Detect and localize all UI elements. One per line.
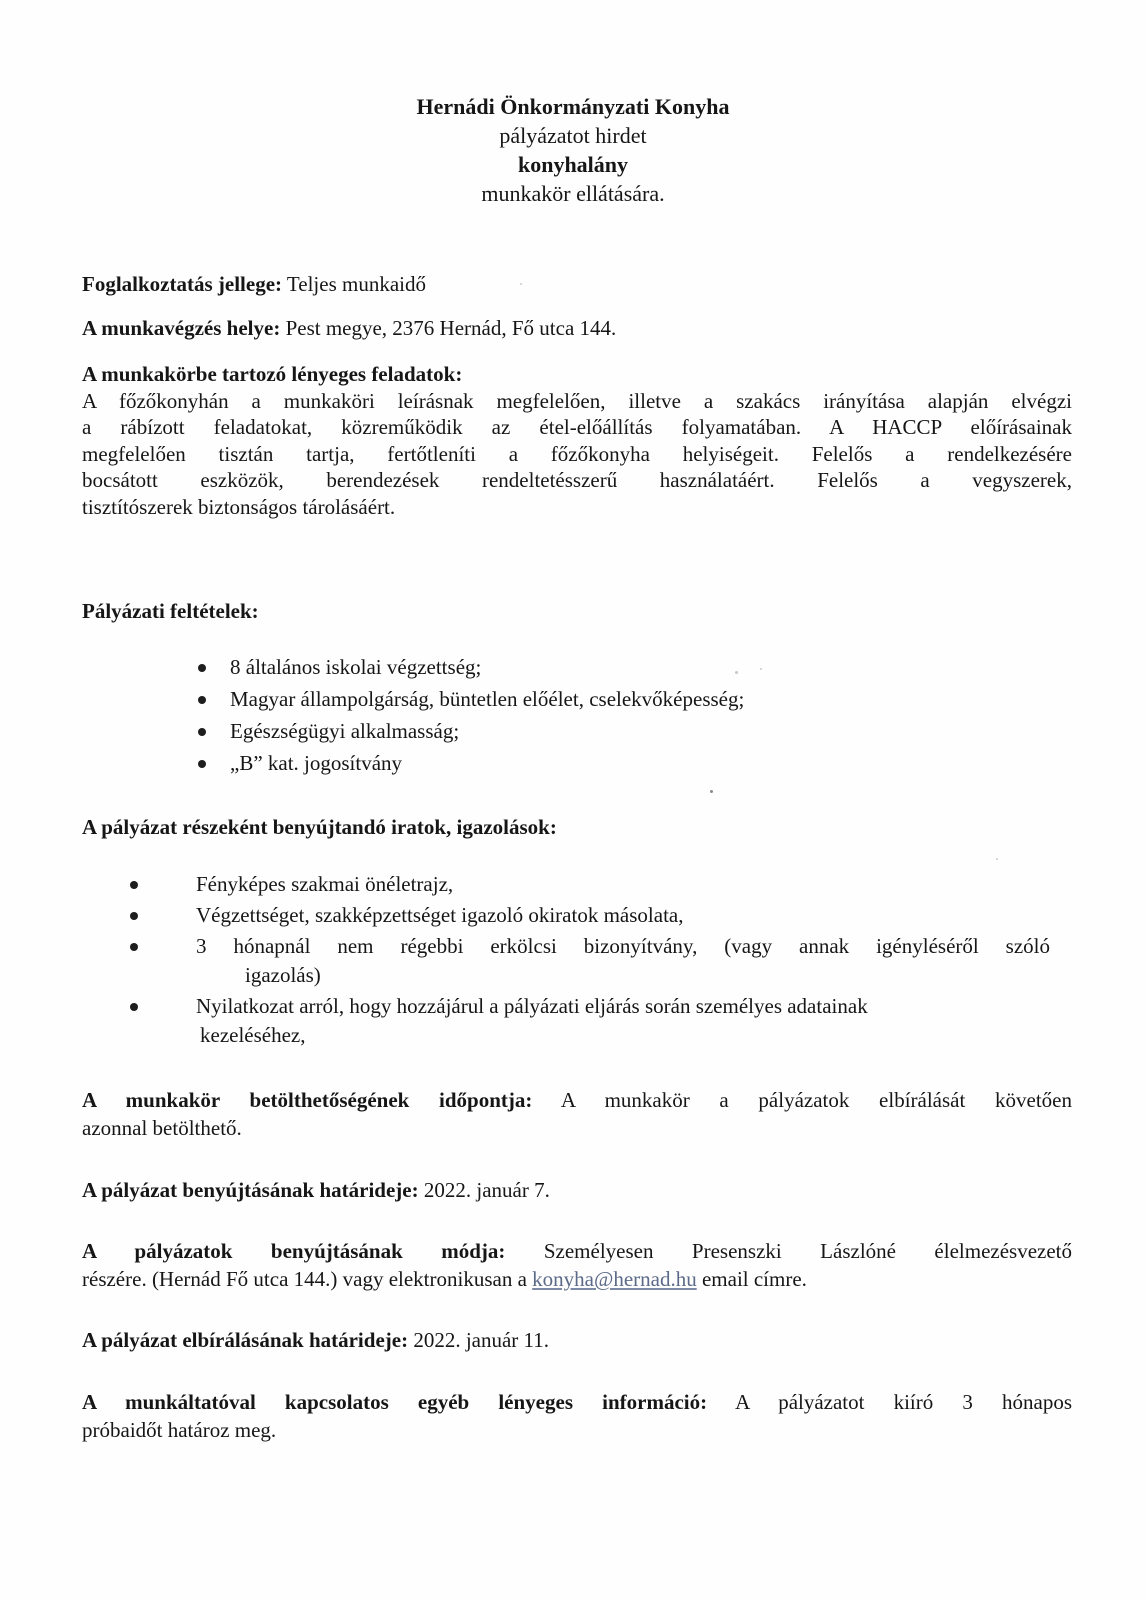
evaluation-label: A pályázat elbírálásának határideje: <box>82 1328 409 1352</box>
document-header <box>0 92 1146 208</box>
submission-method-section <box>82 1237 1072 1293</box>
document-text-continued: kezeléséhez, <box>200 1023 306 1047</box>
list-item <box>230 686 1030 718</box>
list-item <box>230 654 1030 686</box>
submission-text: Személyesen Presenszki Lászlóné élelmezésvezető <box>543 1239 1072 1263</box>
submission-text-continued: részére. (Hernád Fő utca 144.) vagy elektronikusan a <box>82 1267 527 1291</box>
evaluation-value: 2022. január 11. <box>413 1328 550 1352</box>
requirement-text: „B” kat. jogosítvány <box>230 751 403 775</box>
submission-label: A pályázatok benyújtásának módja: <box>82 1239 506 1263</box>
requirements-heading <box>82 598 1072 624</box>
bullet-icon <box>130 943 138 951</box>
other-info-text: A pályázatot kiíró 3 hónapos <box>735 1390 1072 1414</box>
document-text-continued: igazolás) <box>245 963 321 987</box>
document-text: 3 hónapnál nem régebbi erkölcsi bizonyítvány, (vagy annak igényléséről szóló <box>196 934 1050 958</box>
tasks-line: tisztítószerek biztonságos tárolásáért. <box>82 494 396 519</box>
announcement-purpose: munkakör ellátására. <box>481 181 665 206</box>
requirements-label: Pályázati feltételek: <box>82 599 259 623</box>
employment-type <box>82 271 1072 297</box>
list-item <box>196 870 1050 899</box>
submission-text-end: email címre. <box>701 1267 807 1291</box>
documents-label: A pályázat részeként benyújtandó iratok, igazolások: <box>82 815 557 839</box>
requirements-list <box>230 654 1030 782</box>
document-text: Végzettséget, szakképzettséget igazoló okiratok másolata, <box>196 903 684 927</box>
workplace-value: Pest megye, 2376 Hernád, Fő utca 144. <box>285 316 617 340</box>
start-date-label: A munkakör betölthetőségének időpontja: <box>82 1088 533 1112</box>
requirement-text: Magyar állampolgárság, büntetlen előélet, cselekvőképesség; <box>230 687 745 711</box>
workplace <box>82 315 1072 341</box>
workplace-label: A munkavégzés helye: <box>82 316 281 340</box>
bullet-icon <box>198 664 206 672</box>
documents-heading <box>82 814 1072 840</box>
deadline-label: A pályázat benyújtásának határideje: <box>82 1178 419 1202</box>
bullet-icon <box>130 881 138 889</box>
list-item <box>196 932 1050 990</box>
other-info-label: A munkáltatóval kapcsolatos egyéb lényeges információ: <box>82 1390 708 1414</box>
scan-speck <box>760 668 762 670</box>
scan-speck <box>710 790 713 793</box>
tasks-line: A főzőkonyhán a munkaköri leírásnak megfelelően, illetve a szakács irányítása alapján elvégzi <box>82 388 1072 413</box>
email-link[interactable]: konyha@hernad.hu <box>532 1267 697 1291</box>
requirement-text: 8 általános iskolai végzettség; <box>230 655 482 679</box>
bullet-icon <box>130 912 138 920</box>
announcement-line: pályázatot hirdet <box>499 123 647 148</box>
bullet-icon <box>130 1003 138 1011</box>
deadline-value: 2022. január 7. <box>423 1178 550 1202</box>
bullet-icon <box>198 728 206 736</box>
start-date-text-continued: azonnal betölthető. <box>82 1116 242 1140</box>
bullet-icon <box>198 696 206 704</box>
bullet-icon <box>198 760 206 768</box>
submission-deadline <box>82 1177 1072 1203</box>
tasks-line: bocsátott eszközök, berendezések rendeltetésszerű használatáért. Felelős a vegyszerek, <box>82 468 1072 492</box>
scan-speck <box>520 283 522 285</box>
other-info-text-continued: próbaidőt határoz meg. <box>82 1418 277 1442</box>
list-item <box>230 718 1030 750</box>
organization-name: Hernádi Önkormányzati Konyha <box>416 94 730 119</box>
employment-value: Teljes munkaidő <box>286 272 426 296</box>
scan-speck <box>996 858 998 860</box>
other-info-section <box>82 1388 1072 1444</box>
document-text: Nyilatkozat arról, hogy hozzájárul a pályázati eljárás során személyes adatainak <box>196 994 868 1018</box>
tasks-line: megfelelően tisztán tartja, fertőtleníti a főzőkonyha helyiségeit. Felelős a rendelkezésére <box>82 441 1072 466</box>
start-date-section <box>82 1086 1072 1142</box>
list-item <box>196 901 1050 930</box>
list-item <box>196 992 1050 1050</box>
position-title: konyhalány <box>517 152 629 177</box>
document-text: Fényképes szakmai önéletrajz, <box>196 872 454 896</box>
scan-speck <box>735 671 738 674</box>
requirement-text: Egészségügyi alkalmasság; <box>230 719 460 743</box>
documents-list <box>196 870 1050 1052</box>
tasks-line: a rábízott feladatokat, közreműködik az étel-előállítás folyamatában. A HACCP előírásainak <box>82 415 1072 439</box>
tasks-heading: A munkakörbe tartozó lényeges feladatok: <box>82 362 463 386</box>
employment-label: Foglalkoztatás jellege: <box>82 272 283 296</box>
list-item <box>230 750 1030 782</box>
start-date-text: A munkakör a pályázatok elbírálását követően <box>560 1088 1072 1112</box>
tasks-section <box>82 361 1072 520</box>
evaluation-deadline <box>82 1327 1072 1353</box>
